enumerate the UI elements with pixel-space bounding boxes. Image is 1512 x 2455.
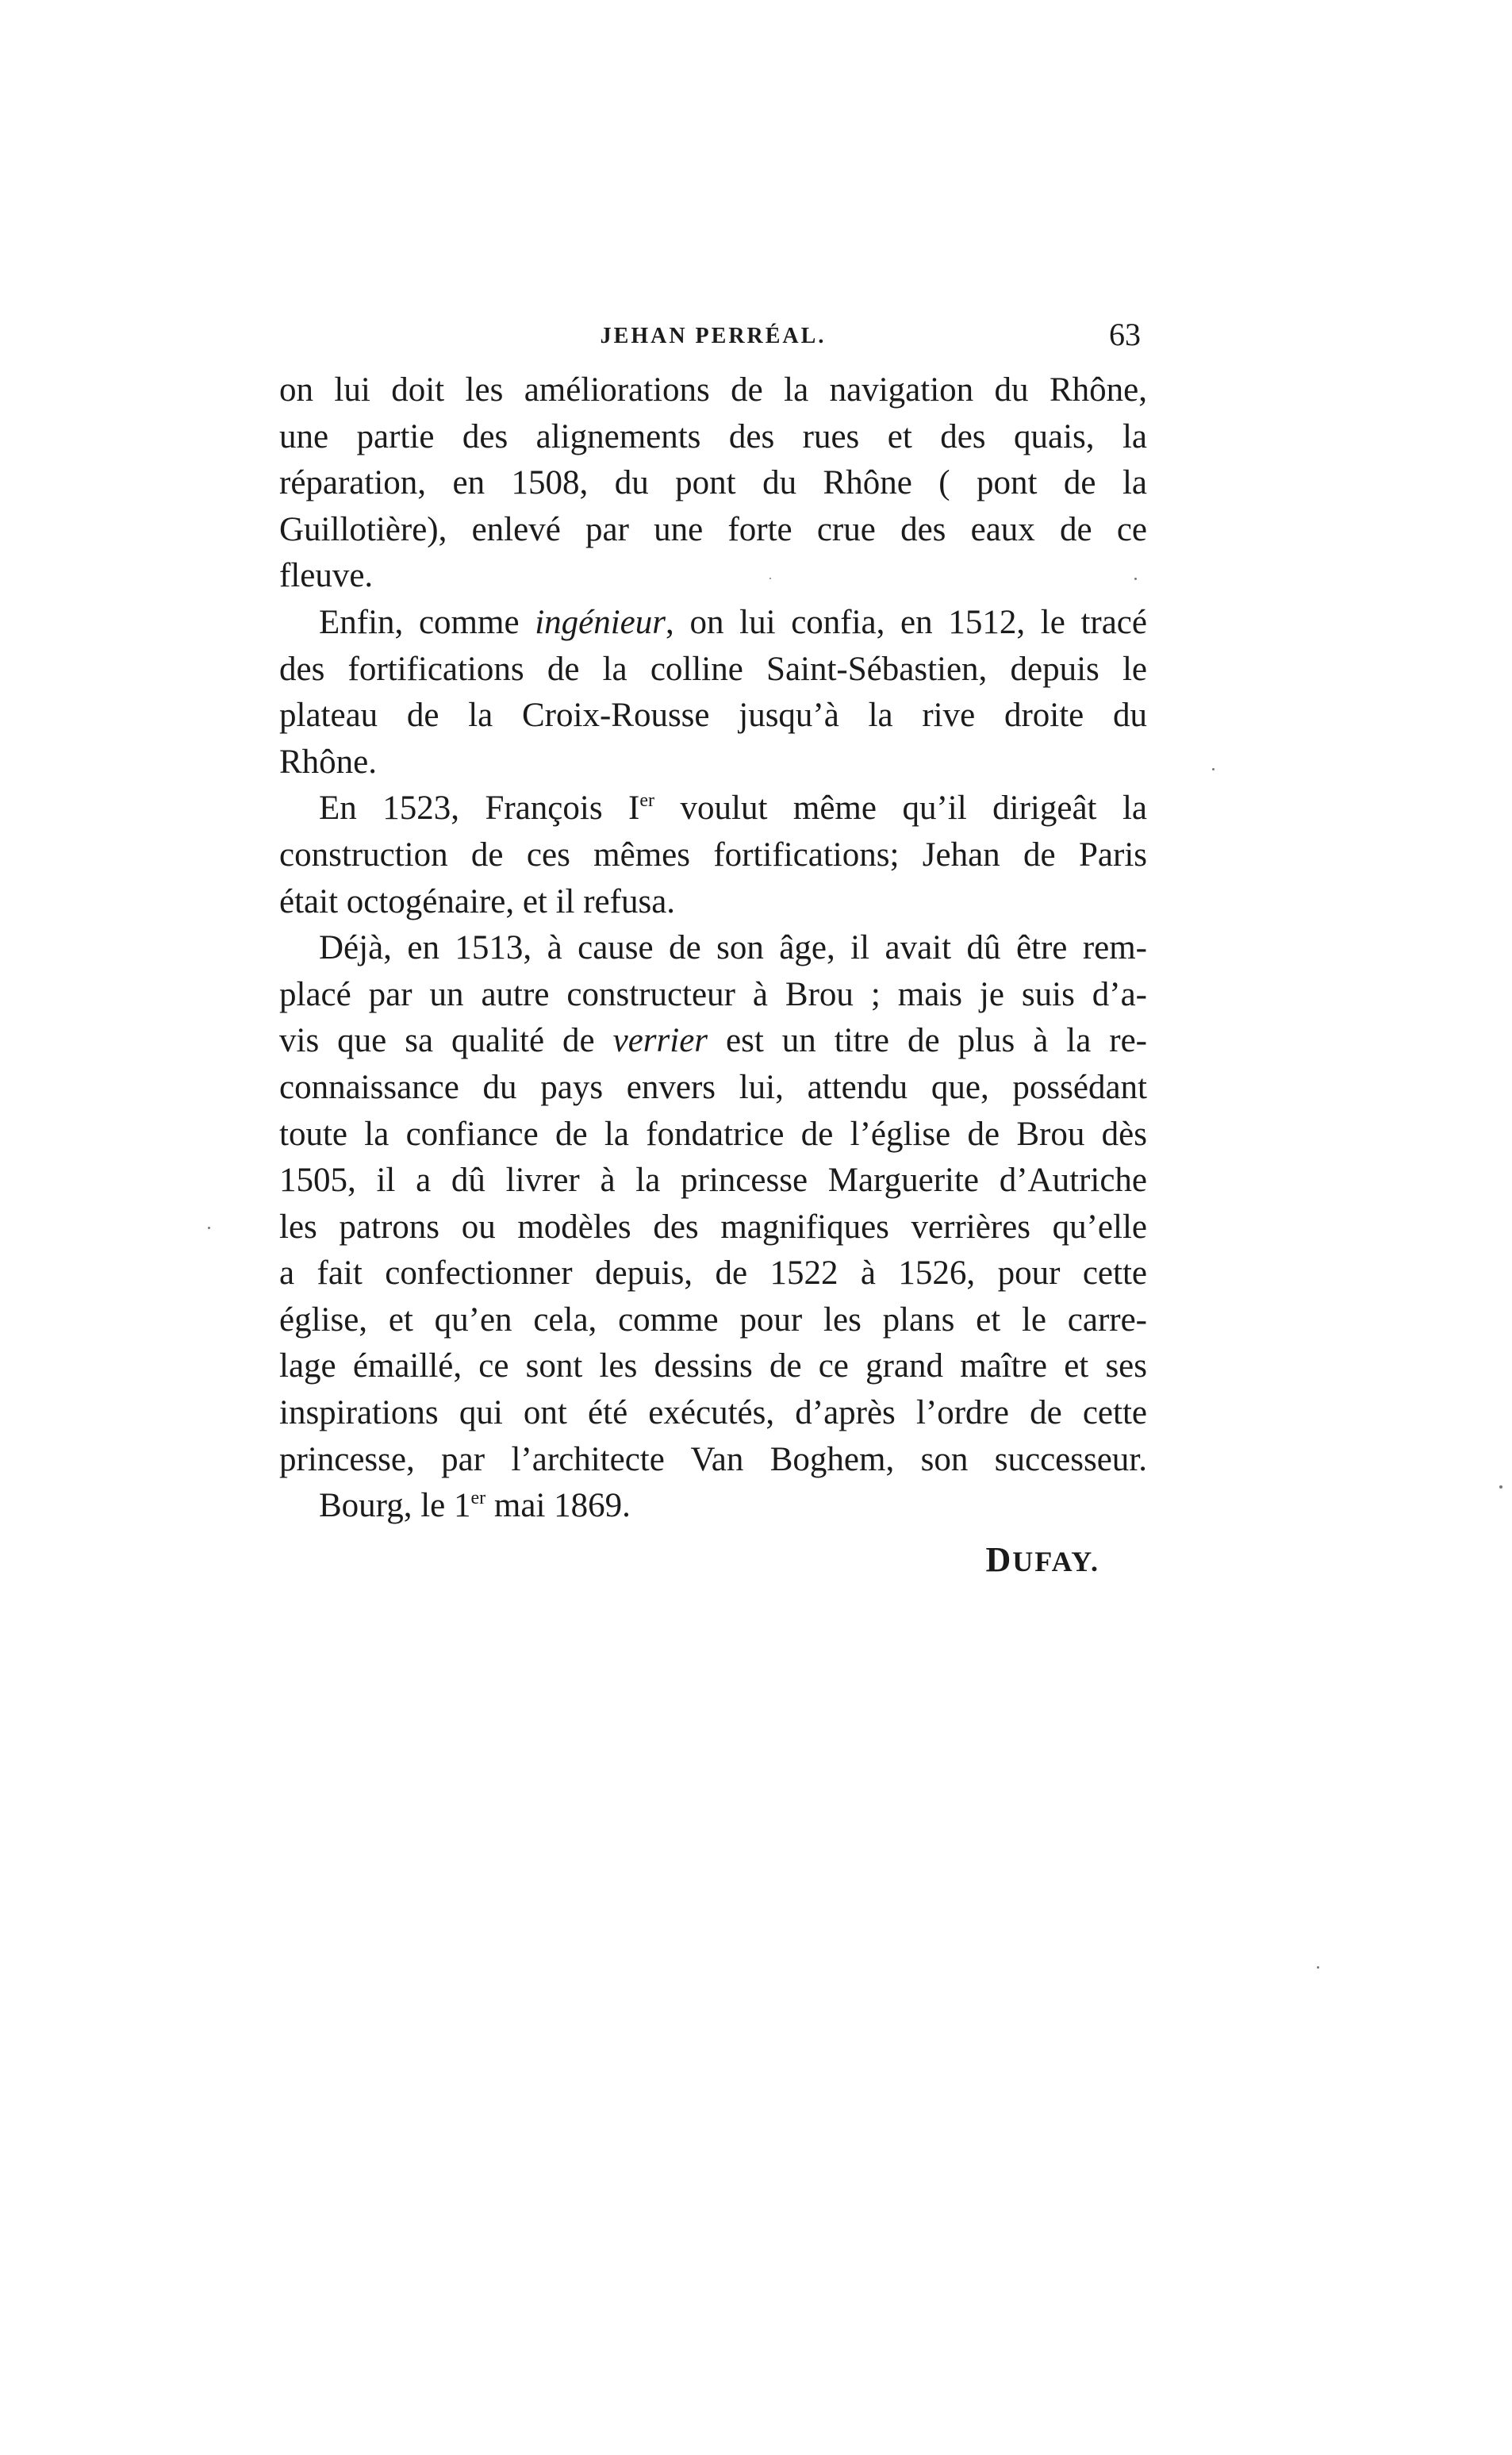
author-signature <box>279 1539 1147 1580</box>
running-title: JEHAN PERRÉAL. <box>600 324 827 348</box>
text-run: vis que sa qualité de <box>279 1022 613 1060</box>
text-line: construction de ces mêmes fortifications; Jehan de Paris <box>279 836 1147 874</box>
text-line: inspirations qui ont été exécutés, d’après l’ordre de cette <box>279 1394 1147 1432</box>
superscript: er <box>470 1488 486 1509</box>
text-line: fleuve. <box>279 557 374 595</box>
text-line: Déjà, en 1513, à cause de son âge, il avait dû être rem- <box>319 929 1147 967</box>
text-line: lage émaillé, ce sont les dessins de ce grand maître et ses <box>279 1347 1147 1385</box>
text-line: église, et qu’en cela, comme pour les plans et le carre- <box>279 1300 1147 1339</box>
text-line <box>279 786 1147 832</box>
text-line: princesse, par l’architecte Van Boghem, son successeur. <box>279 1440 1147 1478</box>
text-run: Bourg, le 1 <box>319 1487 471 1525</box>
print-speck <box>1317 1966 1319 1969</box>
text-line: réparation, en 1508, du pont du Rhône ( pont de la <box>279 464 1147 502</box>
text-run: En 1523, François I <box>319 790 640 828</box>
text-line: les patrons ou modèles des magnifiques verrières qu’elle <box>279 1208 1147 1246</box>
italic-term: ingénieur <box>535 603 666 641</box>
text-run: voulut même qu’il dirigeât la <box>654 790 1147 828</box>
text-line: a fait confectionner depuis, de 1522 à 1526, pour cette <box>279 1254 1147 1293</box>
text-line: on lui doit les améliorations de la navigation du Rhône, <box>279 371 1147 409</box>
text-line: était octogénaire, et il refusa. <box>279 882 676 920</box>
text-line: connaissance du pays envers lui, attendu que, possédant <box>279 1068 1147 1106</box>
text-line: placé par un autre constructeur à Brou ; mais je suis d’a- <box>279 975 1147 1013</box>
superscript: er <box>639 790 655 812</box>
print-speck <box>1212 768 1215 770</box>
dateline <box>279 1483 1147 1530</box>
text-line: des fortifications de la colline Saint-Sébastien, depuis le <box>279 650 1147 688</box>
print-speck <box>1134 578 1137 580</box>
text-line <box>279 1018 1147 1065</box>
text-line: plateau de la Croix-Rousse jusqu’à la rive droite du <box>279 697 1147 735</box>
text-run: est un titre de plus à la re- <box>708 1022 1148 1060</box>
text-run: mai 1869. <box>485 1487 631 1525</box>
running-head <box>279 316 1147 363</box>
page-number: 63 <box>1109 317 1141 352</box>
text-line: toute la confiance de la fondatrice de l’église de Brou dès <box>279 1115 1147 1153</box>
text-line: 1505, il a dû livrer à la princesse Marguerite d’Autriche <box>279 1162 1147 1200</box>
signature-rest: UFAY. <box>1012 1546 1099 1577</box>
print-speck <box>1499 1485 1502 1489</box>
text-run: Enfin, comme <box>319 603 535 641</box>
signature-initial: D <box>985 1540 1013 1579</box>
text-line <box>279 600 1147 647</box>
text-line: une partie des alignements des rues et des quais, la <box>279 417 1147 455</box>
body-text <box>279 367 1147 1530</box>
text-run: , on lui confia, en 1512, le tracé <box>666 603 1147 641</box>
text-line: Rhône. <box>279 743 378 781</box>
text-line: Guillotière), enlevé par une forte crue des eaux de ce <box>279 510 1147 548</box>
print-speck <box>208 1227 210 1229</box>
print-speck <box>769 578 771 579</box>
italic-term: verrier <box>612 1022 708 1060</box>
